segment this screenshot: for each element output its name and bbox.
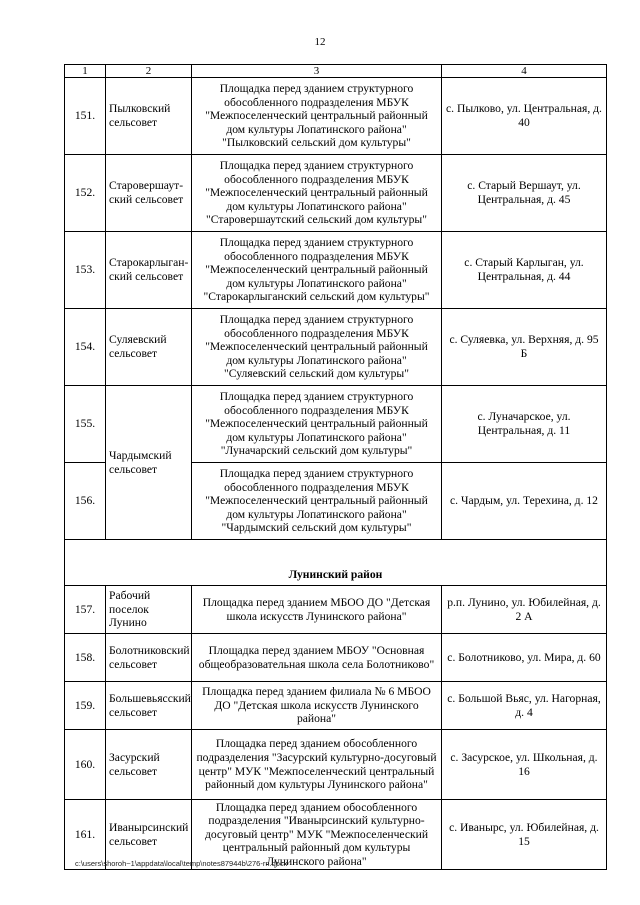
place-cell: Площадка перед зданием структурного обособленного подразделения МБУК "Межпоселенческий центральный районный дом культуры Лопатинского района" "Пылковский сельский дом культуры"	[192, 78, 442, 155]
table-row	[65, 386, 607, 463]
place-cell: Площадка перед зданием МБОУ "Основная общеобразовательная школа села Болотниково"	[192, 634, 442, 682]
row-number: 158.	[65, 634, 106, 682]
locality-cell: Иваныpсинский сельсовет	[106, 800, 192, 870]
row-number: 156.	[65, 463, 106, 540]
locality-cell: Пылковский сельсовет	[106, 78, 192, 155]
table-row	[65, 78, 607, 155]
row-number: 159.	[65, 682, 106, 730]
address-cell: с. Иваныpс, ул. Юбилейная, д. 15	[442, 800, 607, 870]
table-row	[65, 730, 607, 800]
column-header: 1	[65, 65, 106, 78]
address-cell: с. Луначарское, ул. Центральная, д. 11	[442, 386, 607, 463]
row-number: 151.	[65, 78, 106, 155]
column-header: 4	[442, 65, 607, 78]
locality-cell: Болотниковский сельсовет	[106, 634, 192, 682]
locality-cell: Старовершаутский сельсовет	[106, 155, 192, 232]
table-row	[65, 309, 607, 386]
locality-cell: Засурский сельсовет	[106, 730, 192, 800]
row-number: 154.	[65, 309, 106, 386]
address-cell: с. Засурское, ул. Школьная, д. 16	[442, 730, 607, 800]
address-cell: с. Старый Карлыган, ул. Центральная, д. 44	[442, 232, 607, 309]
column-header: 2	[106, 65, 192, 78]
place-cell: Площадка перед зданием структурного обособленного подразделения МБУК "Межпоселенческий центральный районный дом культуры Лопатинского района" "Старовершаутский сельский дом культуры"	[192, 155, 442, 232]
place-cell: Площадка перед зданием структурного обособленного подразделения МБУК "Межпоселенческий центральный районный дом культуры Лопатинского района" "Чардымский сельский дом культуры"	[192, 463, 442, 540]
place-cell: Площадка перед зданием обособленного подразделения "Засурский культурно-досуговый центр" МУК "Межпоселенческий центральный районный дом культуры Лунинского района"	[192, 730, 442, 800]
address-cell: с. Суляевка, ул. Верхняя, д. 95 Б	[442, 309, 607, 386]
place-cell: Площадка перед зданием структурного обособленного подразделения МБУК "Межпоселенческий центральный районный дом культуры Лопатинского района" "Луначарский сельский дом культуры"	[192, 386, 442, 463]
table-row	[65, 586, 607, 634]
row-number: 153.	[65, 232, 106, 309]
section-title: Лунинский район	[65, 540, 607, 586]
column-header: 3	[192, 65, 442, 78]
row-number: 161.	[65, 800, 106, 870]
table-header-row	[65, 65, 607, 78]
place-cell: Площадка перед зданием обособленного подразделения "Иваныpсинский культурно-досуговый центр" МУК "Межпоселенческий центральный районный дом культуры Лунинского района"	[192, 800, 442, 870]
document-file-path: c:\users\shoroh~1\appdata\local\temp\notes87944b\276-rn.docx	[75, 859, 288, 868]
table-row	[65, 682, 607, 730]
venues-table	[64, 64, 607, 870]
locality-cell: Суляевский сельсовет	[106, 309, 192, 386]
locality-cell: Большевьясский сельсовет	[106, 682, 192, 730]
address-cell: с. Чардым, ул. Терехина, д. 12	[442, 463, 607, 540]
table-row	[65, 232, 607, 309]
table-row	[65, 634, 607, 682]
page-number: 12	[314, 36, 326, 48]
locality-cell: Чардымский сельсовет	[106, 386, 192, 540]
address-cell: р.п. Лунино, ул. Юбилейная, д. 2 А	[442, 586, 607, 634]
address-cell: с. Старый Вершаут, ул. Центральная, д. 45	[442, 155, 607, 232]
row-number: 155.	[65, 386, 106, 463]
table-row	[65, 155, 607, 232]
section-row	[65, 540, 607, 586]
place-cell: Площадка перед зданием МБОО ДО "Детская школа искусств Лунинского района"	[192, 586, 442, 634]
row-number: 160.	[65, 730, 106, 800]
address-cell: с. Большой Вьяс, ул. Нагорная, д. 4	[442, 682, 607, 730]
address-cell: с. Болотниково, ул. Мира, д. 60	[442, 634, 607, 682]
place-cell: Площадка перед зданием филиала № 6 МБОО ДО "Детская школа искусств Лунинского района"	[192, 682, 442, 730]
place-cell: Площадка перед зданием структурного обособленного подразделения МБУК "Межпоселенческий центральный районный дом культуры Лопатинского района" "Старокарлыганский сельский дом культуры"	[192, 232, 442, 309]
address-cell: с. Пылково, ул. Центральная, д. 40	[442, 78, 607, 155]
locality-cell: Старокарлыганский сельсовет	[106, 232, 192, 309]
place-cell: Площадка перед зданием структурного обособленного подразделения МБУК "Межпоселенческий центральный районный дом культуры Лопатинского района" "Суляевский сельский дом культуры"	[192, 309, 442, 386]
row-number: 152.	[65, 155, 106, 232]
locality-cell: Рабочий поселок Лунино	[106, 586, 192, 634]
row-number: 157.	[65, 586, 106, 634]
